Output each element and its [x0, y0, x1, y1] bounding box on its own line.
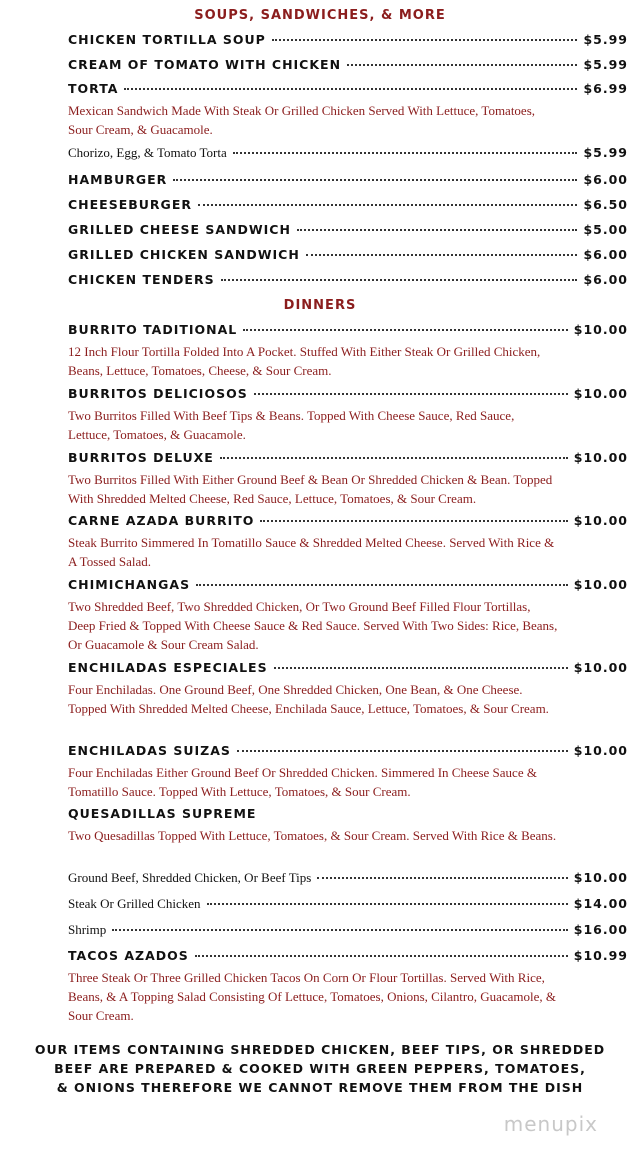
item-description: Two Quesadillas Topped With Lettuce, Tomatoes, & Sour Cream. Served With Rice & Beans.	[68, 828, 557, 843]
section-title-dinners: DINNERS	[283, 298, 357, 313]
leader-dots	[297, 229, 578, 231]
item-name: ENCHILADAS SUIZAS	[68, 743, 231, 758]
item-name: QUESADILLAS SUPREME	[68, 806, 257, 821]
item-price: $6.00	[583, 247, 628, 262]
item-price: $16.00	[573, 922, 628, 937]
leader-dots	[207, 903, 568, 905]
leader-dots	[220, 457, 568, 459]
item-name: BURRITOS DELUXE	[68, 450, 214, 465]
leader-dots	[195, 955, 568, 957]
leader-dots	[233, 152, 578, 154]
item-price: $5.99	[583, 57, 628, 72]
leader-dots	[274, 667, 568, 669]
item-name: CREAM OF TOMATO WITH CHICKEN	[68, 57, 342, 72]
menu-item-grilled-chicken-sandwich	[68, 247, 628, 269]
item-name: CHICKEN TORTILLA SOUP	[68, 32, 266, 47]
item-price: $10.00	[573, 322, 628, 337]
item-price: $10.00	[573, 870, 628, 885]
item-name: ENCHILADAS ESPECIALES	[68, 660, 268, 675]
menu-item-quesadilla-steak	[68, 896, 628, 918]
allergen-note-line: & ONIONS THEREFORE WE CANNOT REMOVE THEM FROM THE DISH	[56, 1080, 584, 1095]
item-name: GRILLED CHEESE SANDWICH	[68, 222, 291, 237]
leader-dots	[124, 88, 577, 90]
menu-item-carne-azada-burrito	[68, 513, 628, 571]
item-description: Two Burritos Filled With Beef Tips & Beans. Topped With Cheese Sauce, Red Sauce, Lettuce, Tomatoes, & Guacamole.	[68, 408, 515, 442]
item-name: CHICKEN TENDERS	[68, 272, 215, 287]
watermark-logo: menupix	[503, 1112, 598, 1136]
item-price: $6.99	[583, 81, 628, 96]
leader-dots	[112, 929, 567, 931]
allergen-note-line: OUR ITEMS CONTAINING SHREDDED CHICKEN, BEEF TIPS, OR SHREDDED	[34, 1042, 606, 1057]
menu-item-chicken-tortilla-soup	[68, 32, 628, 54]
menu-item-quesadilla-shrimp	[68, 922, 628, 944]
item-price: $6.00	[583, 272, 628, 287]
item-description: Three Steak Or Three Grilled Chicken Tacos On Corn Or Flour Tortillas. Served With Rice, Beans, & A Topping Salad Consisting Of Lettuce, Tomatoes, Onions, Cilantro, Guacamole, & Sour Cream.	[68, 970, 557, 1023]
leader-dots	[347, 64, 577, 66]
item-name: GRILLED CHICKEN SANDWICH	[68, 247, 300, 262]
item-name: TORTA	[68, 81, 119, 96]
item-name: Steak Or Grilled Chicken	[68, 896, 201, 911]
leader-dots	[221, 279, 578, 281]
leader-dots	[237, 750, 568, 752]
item-name: Shrimp	[68, 922, 107, 937]
item-name: CHIMICHANGAS	[68, 577, 191, 592]
leader-dots	[317, 877, 567, 879]
item-price: $10.00	[573, 450, 628, 465]
menu-item-enchiladas-suizas	[68, 743, 628, 801]
item-price: $5.99	[583, 32, 628, 47]
menu-item-hamburger	[68, 172, 628, 194]
allergen-note-line: BEEF ARE PREPARED & COOKED WITH GREEN PEPPERS, TOMATOES,	[54, 1061, 586, 1076]
menu-item-tacos-azados	[68, 948, 628, 1025]
item-description: Four Enchiladas. One Ground Beef, One Shredded Chicken, One Bean, & One Cheese. Topped With Shredded Melted Cheese, Enchilada Sauce, Lettuce, Tomatoes, & Sour Cream.	[68, 682, 549, 716]
item-description: Mexican Sandwich Made With Steak Or Grilled Chicken Served With Lettuce, Tomatoes, Sour Cream, & Guacamole.	[68, 103, 536, 137]
item-name: CARNE AZADA BURRITO	[68, 513, 255, 528]
menu-item-enchiladas-especiales	[68, 660, 628, 718]
leader-dots	[243, 329, 568, 331]
menu-item-cream-of-tomato	[68, 57, 628, 79]
leader-dots	[272, 39, 578, 41]
item-price: $10.00	[573, 577, 628, 592]
menu-item-quesadilla-ground-beef	[68, 870, 628, 892]
section-title-soups: SOUPS, SANDWICHES, & MORE	[194, 8, 446, 23]
leader-dots	[254, 393, 568, 395]
item-name: CHEESEBURGER	[68, 197, 192, 212]
item-name: Chorizo, Egg, & Tomato Torta	[68, 145, 227, 160]
menu-item-chimichangas	[68, 577, 628, 654]
leader-dots	[260, 520, 567, 522]
menu-item-burrito-taditional	[68, 322, 628, 380]
item-name: TACOS AZADOS	[68, 948, 189, 963]
menu-item-chorizo-torta	[68, 145, 628, 167]
menu-item-quesadillas-supreme	[68, 806, 628, 845]
item-price: $5.00	[583, 222, 628, 237]
menu-item-cheeseburger	[68, 197, 628, 219]
menu-item-torta	[68, 81, 628, 139]
item-description: Four Enchiladas Either Ground Beef Or Shredded Chicken. Simmered In Cheese Sauce & Tomatillo Sauce. Topped With Lettuce, Tomatoes, & Sour Cream.	[68, 765, 537, 799]
allergen-note	[20, 1040, 620, 1097]
menu-item-chicken-tenders	[68, 272, 628, 294]
leader-dots	[173, 179, 577, 181]
item-price: $10.00	[573, 660, 628, 675]
item-price: $6.50	[583, 197, 628, 212]
item-name: HAMBURGER	[68, 172, 168, 187]
item-description: Two Shredded Beef, Two Shredded Chicken, Or Two Ground Beef Filled Flour Tortillas, Deep Fried & Topped With Cheese Sauce & Red Sauce. Served With Two Sides: Rice, Beans, Or Guacamole & Sour Cream Salad.	[68, 599, 558, 652]
item-price: $5.99	[583, 145, 628, 160]
item-price: $10.00	[573, 743, 628, 758]
item-description: 12 Inch Flour Tortilla Folded Into A Pocket. Stuffed With Either Steak Or Grilled Chicken, Beans, Lettuce, Tomatoes, Cheese, & Sour Cream.	[68, 344, 541, 378]
leader-dots	[198, 204, 577, 206]
item-name: BURRITO TADITIONAL	[68, 322, 238, 337]
item-price: $10.99	[573, 948, 628, 963]
item-price: $6.00	[583, 172, 628, 187]
item-description: Steak Burrito Simmered In Tomatillo Sauce & Shredded Melted Cheese. Served With Rice & A Tossed Salad.	[68, 535, 555, 569]
item-description: Two Burritos Filled With Either Ground Beef & Bean Or Shredded Chicken & Bean. Topped With Shredded Melted Cheese, Red Sauce, Lettuce, Tomatoes, & Sour Cream.	[68, 472, 553, 506]
leader-dots	[196, 584, 568, 586]
leader-dots	[306, 254, 578, 256]
menu-item-burritos-deliciosos	[68, 386, 628, 444]
item-price: $10.00	[573, 513, 628, 528]
item-name: BURRITOS DELICIOSOS	[68, 386, 248, 401]
item-price: $14.00	[573, 896, 628, 911]
item-name: Ground Beef, Shredded Chicken, Or Beef Tips	[68, 870, 312, 885]
menu-item-grilled-cheese	[68, 222, 628, 244]
menu-item-burritos-deluxe	[68, 450, 628, 508]
item-price: $10.00	[573, 386, 628, 401]
